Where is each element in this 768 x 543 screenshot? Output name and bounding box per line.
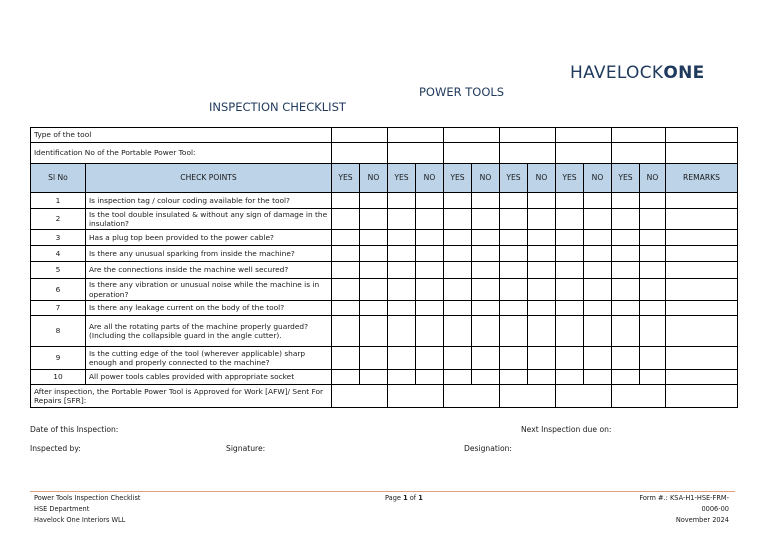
- page-of: of: [407, 494, 419, 502]
- remarks-cell[interactable]: [666, 301, 738, 316]
- check-point-text: Is there any unusual sparking from inside the machine?: [86, 246, 332, 262]
- yes-cell[interactable]: [444, 262, 472, 279]
- no-cell[interactable]: [640, 246, 666, 262]
- yes-cell[interactable]: [444, 370, 472, 385]
- no-cell[interactable]: [584, 316, 612, 347]
- footer-page-number: [385, 493, 423, 504]
- yes-cell[interactable]: [388, 301, 416, 316]
- entry-cell[interactable]: [444, 128, 500, 143]
- no-cell[interactable]: [360, 193, 388, 209]
- no-cell[interactable]: [640, 262, 666, 279]
- yes-cell[interactable]: [556, 262, 584, 279]
- yes-cell[interactable]: [500, 246, 528, 262]
- footer-form-number: Form #.: KSA-H1-HSE-FRM-: [639, 494, 729, 502]
- no-cell[interactable]: [640, 209, 666, 230]
- after-inspection-label: After inspection, the Portable Power Tool is Approved for Work [AFW]/ Sent For Repairs [SFR]:: [31, 385, 332, 408]
- no-cell[interactable]: [640, 279, 666, 301]
- identification-label: Identification No of the Portable Power Tool:: [31, 143, 332, 164]
- yes-cell[interactable]: [332, 193, 360, 209]
- page-total: 1: [418, 494, 423, 502]
- no-cell[interactable]: [360, 230, 388, 246]
- no-cell[interactable]: [472, 370, 500, 385]
- yes-cell[interactable]: [388, 246, 416, 262]
- yes-cell[interactable]: [556, 230, 584, 246]
- page-current: 1: [403, 494, 408, 502]
- entry-cell[interactable]: [500, 385, 556, 408]
- no-cell[interactable]: [528, 209, 556, 230]
- no-cell[interactable]: [416, 193, 444, 209]
- yes-cell[interactable]: [444, 193, 472, 209]
- yes-cell[interactable]: [556, 246, 584, 262]
- row-number: 8: [31, 316, 86, 347]
- yes-cell[interactable]: [500, 279, 528, 301]
- no-cell[interactable]: [528, 279, 556, 301]
- remarks-cell[interactable]: [666, 262, 738, 279]
- entry-cell[interactable]: [388, 385, 444, 408]
- no-cell[interactable]: [528, 246, 556, 262]
- remarks-cell[interactable]: [666, 246, 738, 262]
- company-logo: [570, 63, 705, 83]
- no-cell[interactable]: [584, 301, 612, 316]
- row-number: 3: [31, 230, 86, 246]
- yes-cell[interactable]: [332, 246, 360, 262]
- entry-cell[interactable]: [332, 385, 388, 408]
- no-cell[interactable]: [416, 316, 444, 347]
- no-cell[interactable]: [584, 193, 612, 209]
- yes-cell[interactable]: [612, 370, 640, 385]
- yes-cell[interactable]: [612, 316, 640, 347]
- yes-cell[interactable]: [388, 230, 416, 246]
- form-subtitle: INSPECTION CHECKLIST: [209, 100, 346, 114]
- entry-cell[interactable]: [332, 128, 388, 143]
- checklist-row: [31, 209, 738, 230]
- check-point-text: Is there any vibration or unusual noise while the machine is in operation?: [86, 279, 332, 301]
- entry-cell[interactable]: [612, 143, 666, 164]
- no-cell[interactable]: [472, 246, 500, 262]
- entry-cell[interactable]: [666, 128, 738, 143]
- yes-cell[interactable]: [500, 316, 528, 347]
- no-cell[interactable]: [584, 230, 612, 246]
- yes-cell[interactable]: [388, 209, 416, 230]
- check-point-text: Is there any leakage current on the body of the tool?: [86, 301, 332, 316]
- entry-cell[interactable]: [666, 143, 738, 164]
- yes-cell[interactable]: [388, 193, 416, 209]
- yes-cell[interactable]: [332, 301, 360, 316]
- yes-cell[interactable]: [556, 193, 584, 209]
- yes-cell[interactable]: [332, 370, 360, 385]
- check-point-text: Is the cutting edge of the tool (wherever applicable) sharp enough and properly connected to the machine?: [86, 347, 332, 370]
- col-sl-no: Sl No: [31, 164, 86, 193]
- yes-cell[interactable]: [332, 316, 360, 347]
- row-number: 1: [31, 193, 86, 209]
- no-cell[interactable]: [360, 209, 388, 230]
- no-cell[interactable]: [528, 301, 556, 316]
- entry-cell[interactable]: [388, 143, 444, 164]
- signature-label: Signature:: [226, 444, 266, 453]
- yes-cell[interactable]: [556, 209, 584, 230]
- yes-cell[interactable]: [444, 301, 472, 316]
- page-prefix: Page: [385, 494, 404, 502]
- col-yes: YES: [556, 164, 584, 193]
- entry-cell[interactable]: [444, 385, 500, 408]
- yes-cell[interactable]: [500, 262, 528, 279]
- remarks-cell[interactable]: [666, 316, 738, 347]
- yes-cell[interactable]: [388, 370, 416, 385]
- no-cell[interactable]: [416, 347, 444, 370]
- remarks-cell[interactable]: [666, 347, 738, 370]
- yes-cell[interactable]: [388, 316, 416, 347]
- no-cell[interactable]: [640, 316, 666, 347]
- checklist-row: [31, 246, 738, 262]
- remarks-cell[interactable]: [666, 209, 738, 230]
- no-cell[interactable]: [584, 262, 612, 279]
- row-number: 7: [31, 301, 86, 316]
- no-cell[interactable]: [416, 370, 444, 385]
- row-number: 10: [31, 370, 86, 385]
- yes-cell[interactable]: [500, 370, 528, 385]
- yes-cell[interactable]: [556, 301, 584, 316]
- yes-cell[interactable]: [500, 209, 528, 230]
- yes-cell[interactable]: [388, 262, 416, 279]
- check-point-text: Is inspection tag / colour coding available for the tool?: [86, 193, 332, 209]
- footer-right: [639, 493, 729, 526]
- no-cell[interactable]: [528, 262, 556, 279]
- no-cell[interactable]: [528, 316, 556, 347]
- checklist-row: [31, 262, 738, 279]
- col-yes: YES: [612, 164, 640, 193]
- remarks-cell[interactable]: [666, 193, 738, 209]
- entry-cell[interactable]: [556, 128, 612, 143]
- yes-cell[interactable]: [612, 193, 640, 209]
- no-cell[interactable]: [472, 209, 500, 230]
- no-cell[interactable]: [584, 279, 612, 301]
- no-cell[interactable]: [416, 246, 444, 262]
- col-no: NO: [472, 164, 500, 193]
- yes-cell[interactable]: [444, 209, 472, 230]
- yes-cell[interactable]: [612, 301, 640, 316]
- footer-divider: [30, 491, 735, 492]
- no-cell[interactable]: [472, 316, 500, 347]
- after-inspection-row: [31, 385, 738, 408]
- no-cell[interactable]: [360, 347, 388, 370]
- checklist-row: [31, 301, 738, 316]
- no-cell[interactable]: [360, 370, 388, 385]
- remarks-cell[interactable]: [666, 370, 738, 385]
- footer-company: Havelock One Interiors WLL: [34, 516, 126, 524]
- yes-cell[interactable]: [444, 316, 472, 347]
- yes-cell[interactable]: [612, 246, 640, 262]
- col-no: NO: [528, 164, 556, 193]
- row-number: 5: [31, 262, 86, 279]
- check-point-text: Are all the rotating parts of the machine properly guarded? (Including the collapsible guard in the angle cutter).: [86, 316, 332, 347]
- yes-cell[interactable]: [500, 193, 528, 209]
- designation-label: Designation:: [464, 444, 512, 453]
- yes-cell[interactable]: [444, 246, 472, 262]
- col-no: NO: [640, 164, 666, 193]
- yes-cell[interactable]: [612, 279, 640, 301]
- yes-cell[interactable]: [332, 209, 360, 230]
- footer-department: HSE Department: [34, 505, 90, 513]
- no-cell[interactable]: [584, 246, 612, 262]
- no-cell[interactable]: [472, 347, 500, 370]
- yes-cell[interactable]: [612, 347, 640, 370]
- next-inspection-label: Next Inspection due on:: [521, 425, 612, 434]
- col-yes: YES: [444, 164, 472, 193]
- no-cell[interactable]: [584, 347, 612, 370]
- no-cell[interactable]: [640, 193, 666, 209]
- no-cell[interactable]: [528, 370, 556, 385]
- yes-cell[interactable]: [332, 347, 360, 370]
- yes-cell[interactable]: [556, 279, 584, 301]
- yes-cell[interactable]: [444, 279, 472, 301]
- no-cell[interactable]: [472, 230, 500, 246]
- no-cell[interactable]: [640, 230, 666, 246]
- no-cell[interactable]: [416, 279, 444, 301]
- yes-cell[interactable]: [444, 230, 472, 246]
- check-point-text: Has a plug top been provided to the power cable?: [86, 230, 332, 246]
- yes-cell[interactable]: [332, 279, 360, 301]
- entry-cell[interactable]: [556, 385, 612, 408]
- no-cell[interactable]: [472, 279, 500, 301]
- row-number: 6: [31, 279, 86, 301]
- col-no: NO: [360, 164, 388, 193]
- footer-form-number-cont: 0006-00: [701, 505, 729, 513]
- no-cell[interactable]: [640, 301, 666, 316]
- footer-left: [34, 493, 141, 526]
- logo-text-bold: ONE: [663, 63, 705, 83]
- no-cell[interactable]: [472, 301, 500, 316]
- yes-cell[interactable]: [500, 301, 528, 316]
- no-cell[interactable]: [472, 193, 500, 209]
- entry-cell[interactable]: [612, 128, 666, 143]
- checklist-row: [31, 193, 738, 209]
- yes-cell[interactable]: [612, 209, 640, 230]
- no-cell[interactable]: [360, 279, 388, 301]
- no-cell[interactable]: [640, 370, 666, 385]
- no-cell[interactable]: [360, 262, 388, 279]
- entry-cell[interactable]: [556, 143, 612, 164]
- yes-cell[interactable]: [388, 347, 416, 370]
- check-point-text: Is the tool double insulated & without any sign of damage in the insulation?: [86, 209, 332, 230]
- remarks-cell[interactable]: [666, 230, 738, 246]
- entry-cell[interactable]: [666, 385, 738, 408]
- col-check-points: CHECK POINTS: [86, 164, 332, 193]
- footer-date: November 2024: [675, 516, 729, 524]
- yes-cell[interactable]: [388, 279, 416, 301]
- checklist-table: [30, 127, 738, 408]
- yes-cell[interactable]: [612, 262, 640, 279]
- checklist-row: [31, 347, 738, 370]
- footer-doc-title: Power Tools Inspection Checklist: [34, 494, 141, 502]
- no-cell[interactable]: [528, 347, 556, 370]
- no-cell[interactable]: [360, 246, 388, 262]
- no-cell[interactable]: [472, 262, 500, 279]
- col-no: NO: [416, 164, 444, 193]
- row-number: 2: [31, 209, 86, 230]
- no-cell[interactable]: [416, 209, 444, 230]
- yes-cell[interactable]: [556, 316, 584, 347]
- no-cell[interactable]: [640, 347, 666, 370]
- type-of-tool-row: [31, 128, 738, 143]
- no-cell[interactable]: [416, 230, 444, 246]
- yes-cell[interactable]: [556, 347, 584, 370]
- no-cell[interactable]: [416, 301, 444, 316]
- entry-cell[interactable]: [500, 128, 556, 143]
- entry-cell[interactable]: [332, 143, 388, 164]
- identification-row: [31, 143, 738, 164]
- yes-cell[interactable]: [500, 347, 528, 370]
- row-number: 4: [31, 246, 86, 262]
- checklist-row: [31, 230, 738, 246]
- entry-cell[interactable]: [444, 143, 500, 164]
- no-cell[interactable]: [360, 301, 388, 316]
- column-header-row: [31, 164, 738, 193]
- no-cell[interactable]: [528, 193, 556, 209]
- entry-cell[interactable]: [500, 143, 556, 164]
- yes-cell[interactable]: [500, 230, 528, 246]
- col-remarks: REMARKS: [666, 164, 738, 193]
- no-cell[interactable]: [416, 262, 444, 279]
- yes-cell[interactable]: [332, 262, 360, 279]
- logo-text-light: HAVELOCK: [570, 63, 664, 83]
- no-cell[interactable]: [528, 230, 556, 246]
- no-cell[interactable]: [584, 209, 612, 230]
- yes-cell[interactable]: [612, 230, 640, 246]
- entry-cell[interactable]: [388, 128, 444, 143]
- col-yes: YES: [332, 164, 360, 193]
- entry-cell[interactable]: [612, 385, 666, 408]
- remarks-cell[interactable]: [666, 279, 738, 301]
- type-of-tool-label: Type of the tool: [31, 128, 332, 143]
- date-of-inspection-label: Date of this Inspection:: [30, 425, 119, 434]
- yes-cell[interactable]: [556, 370, 584, 385]
- form-title: POWER TOOLS: [419, 85, 505, 99]
- check-point-text: All power tools cables provided with appropriate socket: [86, 370, 332, 385]
- no-cell[interactable]: [360, 316, 388, 347]
- col-no: NO: [584, 164, 612, 193]
- col-yes: YES: [388, 164, 416, 193]
- row-number: 9: [31, 347, 86, 370]
- checklist-row: [31, 279, 738, 301]
- col-yes: YES: [500, 164, 528, 193]
- yes-cell[interactable]: [332, 230, 360, 246]
- yes-cell[interactable]: [444, 347, 472, 370]
- check-point-text: Are the connections inside the machine well secured?: [86, 262, 332, 279]
- inspected-by-label: Inspected by:: [30, 444, 81, 453]
- checklist-rows: [31, 193, 738, 385]
- checklist-row: [31, 370, 738, 385]
- no-cell[interactable]: [584, 370, 612, 385]
- checklist-row: [31, 316, 738, 347]
